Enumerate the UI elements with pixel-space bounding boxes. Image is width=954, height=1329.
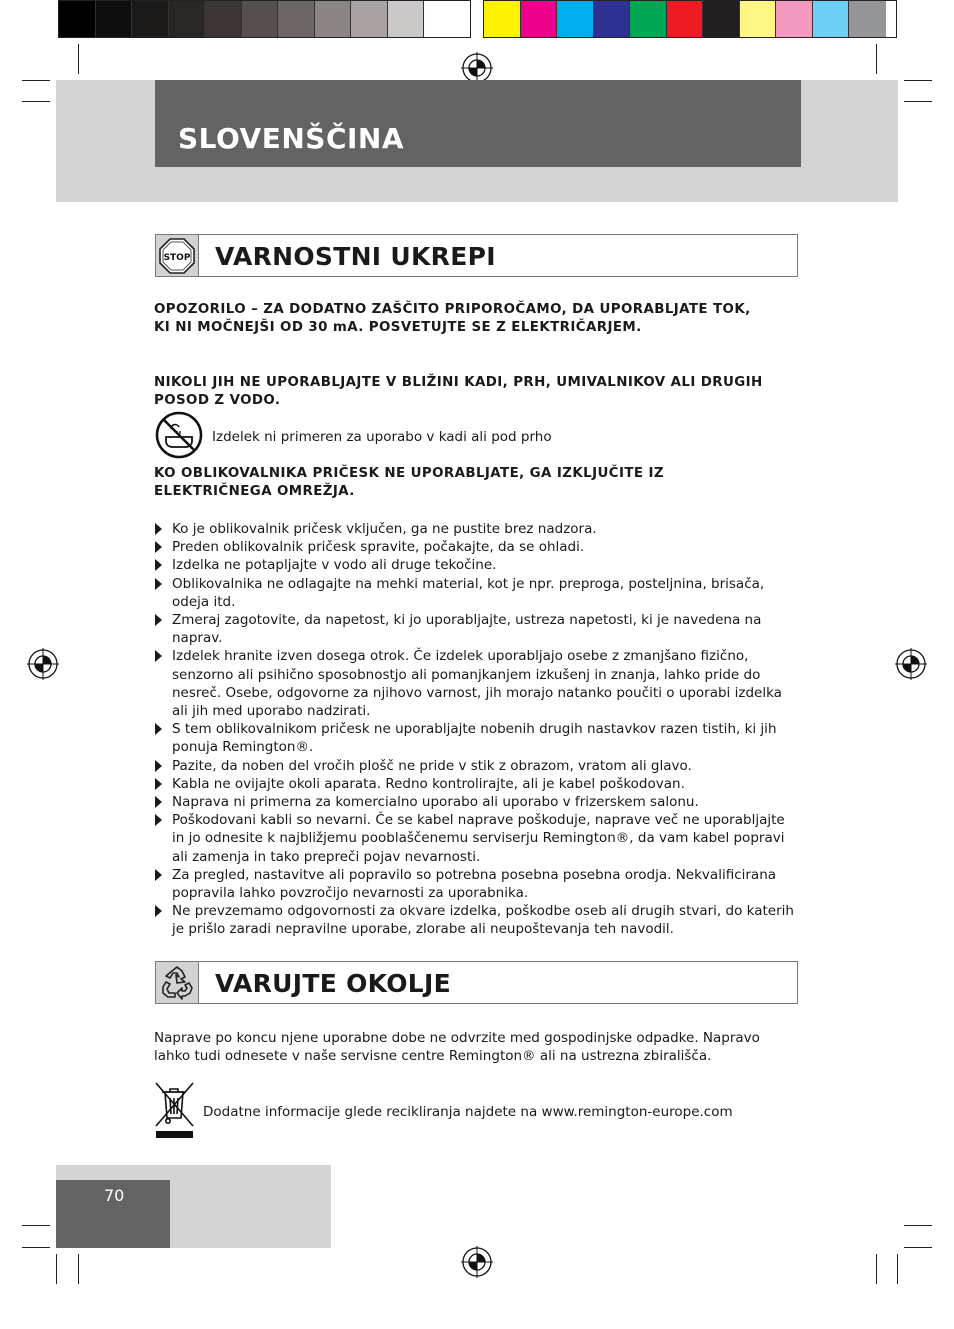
bullet-triangle-icon xyxy=(155,760,162,772)
no-bath-icon xyxy=(155,411,203,459)
list-item xyxy=(154,811,799,866)
bullet-triangle-icon xyxy=(155,650,162,662)
bath-note: Izdelek ni primeren za uporabo v kadi ali pod prho xyxy=(212,429,552,445)
list-item xyxy=(154,902,799,938)
list-item-text: Preden oblikovalnik pričesk spravite, počakajte, da se ohladi. xyxy=(172,539,585,556)
bullet-triangle-icon xyxy=(155,578,162,590)
recycle-icon xyxy=(157,963,197,1003)
color-swatch xyxy=(424,1,461,37)
bullet-triangle-icon xyxy=(155,723,162,735)
color-swatch xyxy=(278,1,315,37)
crop-mark xyxy=(78,1254,79,1284)
registration-mark-icon xyxy=(895,648,927,680)
color-swatch xyxy=(96,1,133,37)
color-swatch xyxy=(132,1,169,37)
bullet-triangle-icon xyxy=(155,796,162,808)
list-item xyxy=(154,538,799,556)
bullet-triangle-icon xyxy=(155,614,162,626)
color-swatch xyxy=(205,1,242,37)
color-swatch xyxy=(813,1,850,37)
color-swatch xyxy=(776,1,813,37)
list-item-text: S tem oblikovalnikom pričesk ne uporabljajte nobenih drugih nastavkov razen tistih, ki jih ponuja Remington®. xyxy=(172,721,777,756)
bullet-triangle-icon xyxy=(155,541,162,553)
color-swatch xyxy=(169,1,206,37)
color-swatch xyxy=(557,1,594,37)
bullet-triangle-icon xyxy=(155,869,162,881)
list-item-text: Za pregled, nastavitve ali popravilo so potrebna posebna posebna orodja. Nekvalificirana popravila lahko povzročijo nevarnosti za uporabnika. xyxy=(172,866,777,902)
warning-unplug: KO OBLIKOVALNIKA PRIČESK NE UPORABLJATE, GA IZKLJUČITE IZ ELEKTRIČNEGA OMREŽJA. xyxy=(154,466,664,499)
stop-sign-icon-box xyxy=(156,235,199,276)
list-item-text: Oblikovalnika ne odlagajte na mehki material, kot je npr. preproga, posteljnina, brisača, odeja itd. xyxy=(172,575,765,610)
list-item xyxy=(154,720,799,756)
safety-section-header xyxy=(155,234,798,277)
page-title: SLOVENŠČINA xyxy=(178,122,405,155)
crop-mark xyxy=(904,1225,932,1226)
warning-water: NIKOLI JIH NE UPORABLJAJTE V BLIŽINI KADI, PRH, UMIVALNIKOV ALI DRUGIH POSOD Z VODO. xyxy=(154,375,763,408)
safety-section-title: VARNOSTNI UKREPI xyxy=(215,242,496,271)
recycle-icon-box xyxy=(156,962,199,1003)
crop-mark xyxy=(78,44,79,74)
list-item xyxy=(154,575,799,611)
list-item-text: Izdelka ne potapljajte v vodo ali druge tekočine. xyxy=(172,557,497,574)
color-swatch xyxy=(667,1,704,37)
color-swatch xyxy=(59,1,96,37)
crop-mark xyxy=(876,44,877,74)
color-swatch xyxy=(594,1,631,37)
crop-mark xyxy=(56,1254,57,1284)
list-item-text: Kabla ne ovijajte okoli aparata. Redno kontrolirajte, ali je kabel poškodovan. xyxy=(172,775,685,792)
color-swatch xyxy=(242,1,279,37)
list-item xyxy=(154,520,799,538)
list-item-text: Ne prevzemamo odgovornosti za okvare izdelka, poškodbe oseb ali drugih stvari, do katerih je prišlo zaradi nepravilne uporabe, zlorabe ali neupoštevanja teh navodil. xyxy=(172,903,794,938)
color-swatch xyxy=(740,1,777,37)
stop-label: STOP xyxy=(163,253,191,263)
list-item-text: Pazite, da noben del vročih plošč ne pride v stik z obrazom, vratom ali glavo. xyxy=(172,757,692,774)
gray-calibration-bar xyxy=(58,0,471,38)
bullet-triangle-icon xyxy=(155,814,162,826)
color-swatch xyxy=(315,1,352,37)
warning-rcd: OPOZORILO – ZA DODATNO ZAŠČITO PRIPOROČAMO, DA UPORABLJATE TOK, KI NI MOČNEJŠI OD 30 mA. POSVETUJTE SE Z ELEKTRIČARJEM. xyxy=(154,302,751,335)
crop-mark xyxy=(22,1247,50,1248)
environment-paragraph: Naprave po koncu njene uporabne dobe ne odvrzite med gospodinjske odpadke. Napravo lahko tudi odnesete v naše servisne centre Remington® ali na ustrezna zbirališča. xyxy=(154,1030,760,1065)
color-swatch xyxy=(521,1,558,37)
list-item-text: Ko je oblikovalnik pričesk vključen, ga ne pustite brez nadzora. xyxy=(172,521,597,537)
crop-mark xyxy=(904,1247,932,1248)
list-item xyxy=(154,647,799,720)
list-item xyxy=(154,793,799,811)
color-swatch xyxy=(351,1,388,37)
bullet-triangle-icon xyxy=(155,559,162,571)
list-item xyxy=(154,611,799,647)
crop-mark xyxy=(22,1225,50,1226)
list-item xyxy=(154,866,799,902)
registration-mark-icon xyxy=(461,1246,493,1278)
color-swatch xyxy=(703,1,740,37)
bullet-triangle-icon xyxy=(155,905,162,917)
bullet-triangle-icon xyxy=(155,523,162,535)
environment-section-title: VARUJTE OKOLJE xyxy=(215,969,451,998)
list-item xyxy=(154,775,799,793)
safety-bullet-list xyxy=(154,520,799,939)
list-item-text: Izdelek hranite izven dosega otrok. Če izdelek uporabljajo osebe z zmanjšano fizično, senzorno ali psihično sposobnostjo ali pomanjkanjem izkušenj in znanja, lahko pride do nesreč. Osebe, odgovorne za njihovo varnost, jih morajo natanko poučiti o uporabi izdelka ali jih med uporabo nadzirati. xyxy=(172,648,782,720)
crop-mark xyxy=(897,1254,898,1284)
crossed-bin-icon xyxy=(153,1080,197,1140)
list-item-text: Poškodovani kabli so nevarni. Če se kabel naprave poškoduje, naprave več ne uporabljajte in jo odnesite k najbližjemu pooblaščenemu serviserju Remington®, da vam kabel popravi ali zamenja in tako prepreči pojav nevarnosti. xyxy=(172,812,785,865)
color-swatch xyxy=(388,1,425,37)
registration-mark-icon xyxy=(27,648,59,680)
color-swatch xyxy=(630,1,667,37)
list-item-text: Zmeraj zagotovite, da napetost, ki jo uporabljajte, ustreza napetosti, ki je navedena na naprav. xyxy=(172,612,762,647)
list-item-text: Naprava ni primerna za komercialno uporabo ali uporabo v frizerskem salonu. xyxy=(172,794,699,811)
stop-sign-icon xyxy=(157,236,197,276)
crop-mark xyxy=(904,101,932,102)
color-swatch xyxy=(484,1,521,37)
list-item xyxy=(154,757,799,775)
process-calibration-bar xyxy=(483,0,897,38)
crop-mark xyxy=(904,80,932,81)
environment-section-header xyxy=(155,961,798,1004)
bullet-triangle-icon xyxy=(155,778,162,790)
page-number: 70 xyxy=(104,1186,125,1205)
crop-mark xyxy=(22,101,50,102)
list-item xyxy=(154,556,799,574)
recycling-note: Dodatne informacije glede recikliranja najdete na www.remington-europe.com xyxy=(203,1104,733,1120)
crop-mark xyxy=(22,80,50,81)
crop-mark xyxy=(876,1254,877,1284)
color-swatch xyxy=(849,1,886,37)
